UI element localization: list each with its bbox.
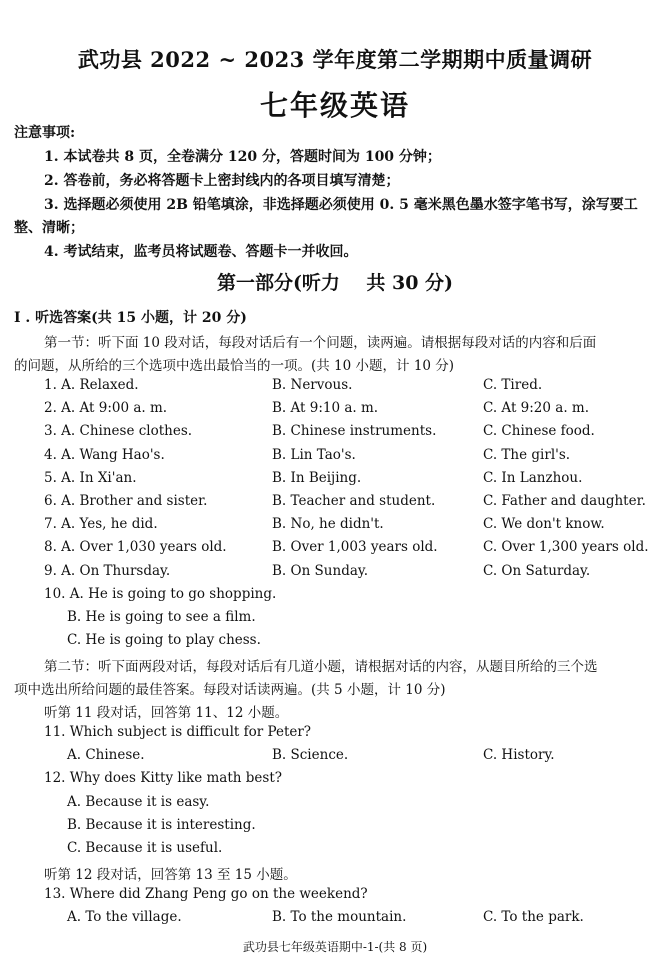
q7-option-c: C. We don't know. [483, 516, 605, 533]
q8-option-a: 8. A. Over 1,030 years old. [44, 539, 227, 556]
q3-option-a: 3. A. Chinese clothes. [44, 423, 193, 440]
q9-option-a: 9. A. On Thursday. [44, 562, 171, 579]
q5-option-c: C. In Lanzhou. [483, 469, 583, 486]
q2-option-a: 2. A. At 9:00 a. m. [44, 400, 168, 417]
q1-option-c: C. Tired. [483, 377, 543, 393]
q11-option-c: C. History. [483, 747, 555, 763]
q8-option-c: C. Over 1,300 years old. [483, 539, 649, 556]
q6-option-a: 6. A. Brother and sister. [44, 493, 208, 509]
q9-option-b: B. On Sunday. [272, 562, 369, 579]
section1-intro-line1: 第一节：听下面 10 段对话，每段对话后有一个问题，读两遍。请根据每段对话的内容和后面 [44, 335, 597, 351]
q8-option-b: B. Over 1,003 years old. [272, 539, 438, 556]
q2-option-c: C. At 9:20 a. m. [483, 400, 589, 417]
section1-intro-line2: 的问题，从所给的三个选项中选出最恰当的一项。(共 10 小题，计 10 分) [14, 358, 455, 374]
q3-option-c: C. Chinese food. [483, 423, 595, 440]
q4-option-a: 4. A. Wang Hao's. [44, 446, 165, 463]
q7-option-a: 7. A. Yes, he did. [44, 516, 158, 533]
q4-option-c: C. The girl's. [483, 446, 571, 463]
page-footer: 武功县七年级英语期中-1-(共 8 页) [242, 940, 428, 954]
subject-title: 七年级英语 [259, 89, 410, 122]
notice-heading: 注意事项: [14, 125, 76, 141]
q13-option-a: A. To the village. [67, 909, 182, 925]
notice-item-2: 2. 答卷前，务必将答题卡上密封线内的各项目填写清楚； [44, 173, 400, 189]
q5-option-b: B. In Beijing. [272, 469, 362, 486]
q12-stem: 12. Why does Kitty like math best? [44, 770, 282, 786]
q13-stem: 13. Where did Zhang Peng go on the weekend? [44, 886, 368, 902]
q4-option-b: B. Lin Tao's. [272, 446, 356, 463]
q1-option-a: 1. A. Relaxed. [44, 377, 139, 393]
q3-option-b: B. Chinese instruments. [272, 423, 437, 440]
section2-intro-line1: 第二节：听下面两段对话，每段对话后有几道小题，请根据对话的内容，从题目所给的三个选 [44, 659, 598, 675]
notice-item-3-cont: 整、清晰； [14, 220, 84, 236]
q13-option-b: B. To the mountain. [272, 909, 407, 925]
section1-title: I . 听选答案(共 15 小题，计 20 分) [14, 310, 247, 326]
notice-item-4: 4. 考试结束，监考员将试题卷、答题卡一并收回。 [44, 244, 358, 260]
q12-option-a: A. Because it is easy. [67, 794, 210, 810]
q9-option-c: C. On Saturday. [483, 562, 591, 579]
q6-option-c: C. Father and daughter. [483, 493, 646, 509]
q11-option-a: A. Chinese. [67, 747, 145, 763]
notice-item-1: 1. 本试卷共 8 页，全卷满分 120 分，答题时间为 100 分钟； [44, 149, 441, 165]
q12-option-b: B. Because it is interesting. [67, 817, 256, 833]
q10-option-b: B. He is going to see a film. [67, 609, 256, 625]
section2-intro-line2: 项中选出所给问题的最佳答案。每段对话读两遍。(共 5 小题，计 10 分) [14, 682, 446, 698]
dialog11-instruction: 听第 11 段对话，回答第 11、12 小题。 [44, 705, 289, 721]
q5-option-a: 5. A. In Xi'an. [44, 469, 137, 486]
exam-title: 武功县 2022 ~ 2023 学年度第二学期期中质量调研 [77, 47, 593, 72]
q10-option-c: C. He is going to play chess. [67, 632, 261, 648]
notice-item-3: 3. 选择题必须使用 2B 铅笔填涂，非选择题必须使用 0. 5 毫米黑色墨水签字笔书写，涂写要工 [44, 197, 638, 213]
q11-option-b: B. Science. [272, 747, 349, 763]
q7-option-b: B. No, he didn't. [272, 516, 384, 533]
part1-title: 第一部分(听力 共 30 分) [216, 272, 454, 294]
q12-option-c: C. Because it is useful. [67, 840, 223, 856]
q13-option-c: C. To the park. [483, 909, 584, 925]
q10-option-a: 10. A. He is going to go shopping. [44, 586, 277, 602]
q1-option-b: B. Nervous. [272, 377, 353, 393]
q2-option-b: B. At 9:10 a. m. [272, 400, 379, 417]
dialog12-instruction: 听第 12 段对话，回答第 13 至 15 小题。 [44, 867, 297, 883]
q11-stem: 11. Which subject is difficult for Peter? [44, 724, 312, 740]
q6-option-b: B. Teacher and student. [272, 493, 436, 509]
